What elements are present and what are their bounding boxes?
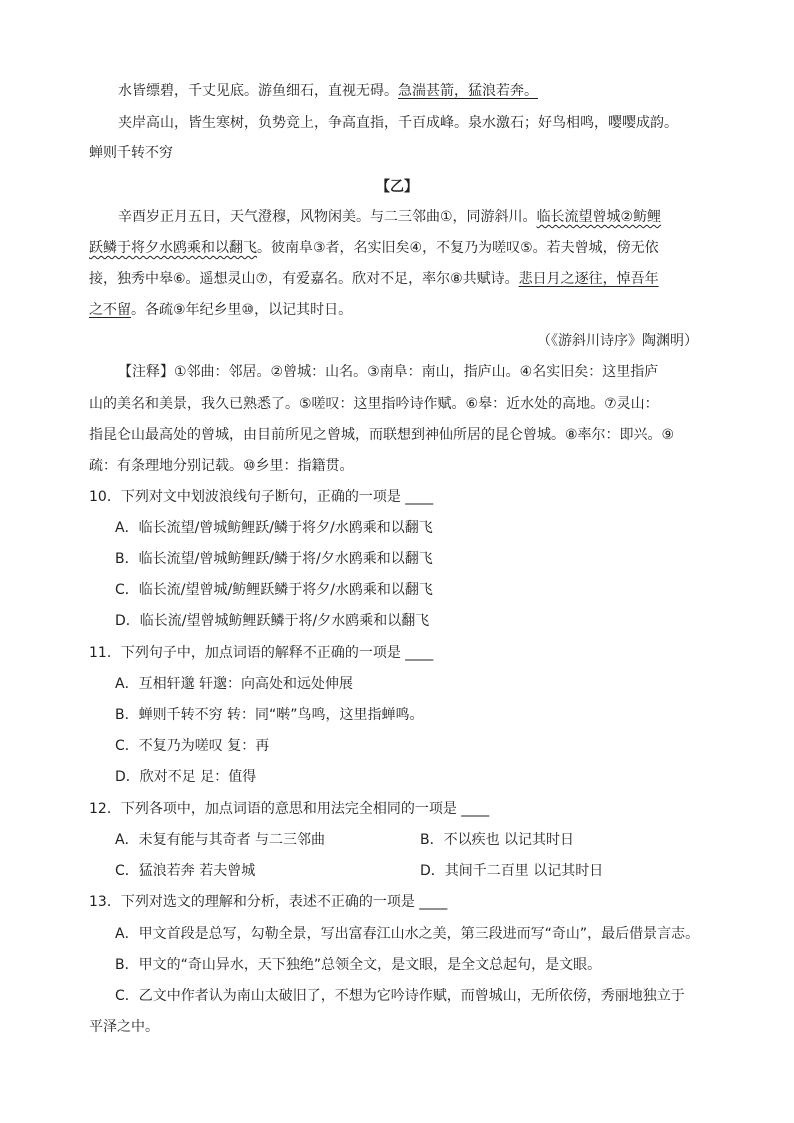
yi-line3-text: 接，独秀中皋⑥。遥想灵山⑦，有爱嘉名。欣对不足，率尔⑧共赋诗。 [89, 271, 519, 287]
q12-option-d[interactable]: D．其间千二百里 以记其时日 [420, 863, 604, 879]
yi-wavy-sentence-part1: 临长流望曾城②鲂鲤 [536, 209, 662, 225]
q11-option-d[interactable]: D．欣对不足 足：值得 [115, 769, 257, 785]
q12-option-b[interactable]: B．不以疾也 以记其时日 [420, 832, 575, 848]
question-10: 10．下列对文中划波浪线句子断句，正确的一项是 ____ [89, 489, 434, 505]
q13-option-b[interactable]: B．甲文的“奇山异水，天下独绝”总领全文，是文眼，是全文总起句，是文眼。 [115, 957, 602, 973]
q12-option-a[interactable]: A．未复有能与其奇者 与二三邻曲 [115, 832, 326, 848]
q12-option-c[interactable]: C．猛浪若奔 若夫曾城 [115, 863, 256, 879]
yi-line2 [89, 238, 659, 258]
notes-line1: 【注释】①邻曲：邻居。②曾城：山名。③南阜：南山，指庐山。④名实旧矣：这里指庐 [118, 364, 659, 380]
notes-line3: 指昆仑山最高处的曾城，由目前所见之曾城，而联想到神仙所居的昆仑曾城。⑧率尔：即兴。⑨ [89, 427, 675, 443]
yi-source: （《游斜川诗序》陶渊明） [537, 333, 698, 349]
question-12: 12．下列各项中，加点词语的意思和用法完全相同的一项是 ____ [89, 801, 490, 817]
question-13: 13．下列对选文的理解和分析，表述不正确的一项是 ____ [89, 894, 448, 910]
yi-line3 [89, 269, 659, 289]
yi-line4-text: 。各疏⑨年纪乡里⑩，以记其时日。 [131, 302, 353, 318]
notes-line4: 疏：有条理地分别记载。⑩乡里：指籍贯。 [89, 458, 354, 474]
q11-option-c[interactable]: C．不复乃为嗟叹 复：再 [115, 738, 270, 754]
q10-option-b[interactable]: B．临长流望/曾城鲂鲤跃/鳞于将/夕水鸥乘和以翻飞 [115, 551, 433, 567]
q10-option-c[interactable]: C．临长流/望曾城/鲂鲤跃鳞于将夕/水鸥乘和以翻飞 [115, 582, 433, 598]
yi-underlined-sentence-part1: 悲日月之逐往，悼吾年 [518, 271, 659, 287]
yi-underlined-sentence-part2: 之不留 [89, 302, 131, 318]
yi-wavy-sentence-part2: 跃鳞于将夕水鸥乘和以翻飞 [89, 240, 257, 256]
q11-option-b[interactable]: B．蝉则千转不穷 转：同“啭”鸟鸣，这里指蝉鸣。 [115, 707, 424, 723]
jia-p1-text: 水皆缥碧，千丈见底。游鱼细石，直视无碍。 [118, 83, 398, 99]
q11-option-a[interactable]: A．互相轩邈 轩邈：向高处和远处伸展 [115, 676, 354, 692]
q10-option-d[interactable]: D．临长流/望曾城鲂鲤跃鳞于将/夕水鸥乘和以翻飞 [115, 613, 430, 629]
jia-p2-line2: 蝉则千转不穷 [89, 145, 173, 161]
q13-option-c-line1[interactable]: C．乙文中作者认为南山太破旧了，不想为它吟诗作赋，而曾城山，无所依傍，秀丽地独立于 [115, 988, 685, 1004]
q10-option-a[interactable]: A．临长流望/曾城鲂鲤跃/鳞于将夕/水鸥乘和以翻飞 [115, 520, 433, 536]
question-11: 11．下列句子中，加点词语的解释不正确的一项是 ____ [89, 645, 434, 661]
jia-p2-line1: 夹岸高山，皆生寒树，负势竞上，争高直指，千百成峰。泉水激石；好鸟相鸣，嘤嘤成韵。 [118, 115, 678, 131]
yi-title: 【乙】 [376, 179, 418, 195]
q13-option-c-line2[interactable]: 平泽之中。 [89, 1019, 159, 1035]
yi-line1-text: 辛酉岁正月五日，天气澄穆，风物闲美。与二三邻曲①，同游斜川。 [118, 209, 537, 225]
yi-line1 [118, 207, 661, 227]
notes-line2: 山的美名和美景，我久已熟悉了。⑤嗟叹：这里指吟诗作赋。⑥皋：近水处的高地。⑦灵山： [89, 396, 659, 412]
jia-p1-underlined: 急湍甚箭，猛浪若奔。 [398, 83, 538, 99]
yi-line2-text: 。彼南阜③者，名实旧矣④，不复乃为嗟叹⑤。若夫曾城，傍无依 [257, 240, 659, 256]
yi-line4 [89, 300, 352, 320]
jia-p1-line1 [118, 81, 538, 101]
q13-option-a[interactable]: A．甲文首段是总写，勾勒全景，写出富春江山水之美，第三段进而写“奇山”，最后借景言志。 [115, 926, 700, 942]
